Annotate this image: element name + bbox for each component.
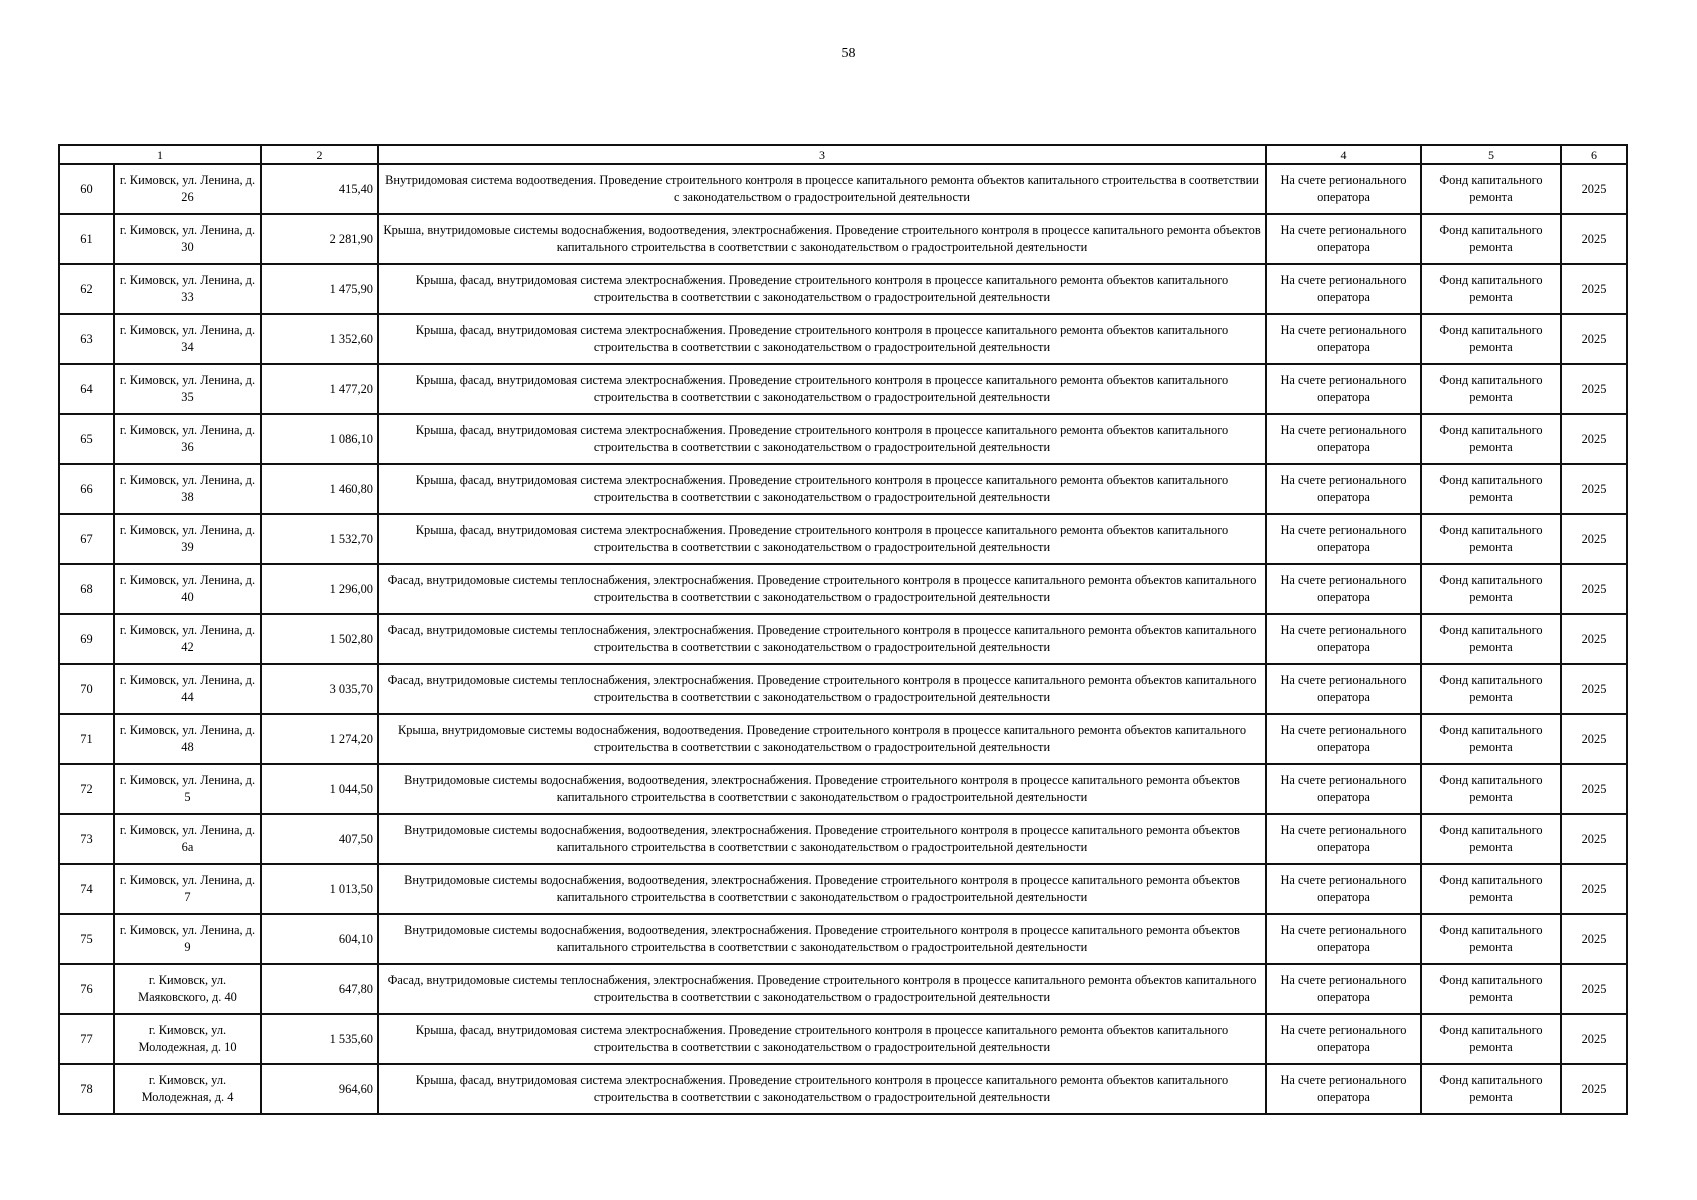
funding-source-cell: Фонд капитального ремонта (1421, 364, 1561, 414)
row-number: 69 (59, 614, 114, 664)
table-row (59, 914, 1627, 964)
row-number: 76 (59, 964, 114, 1014)
row-number: 71 (59, 714, 114, 764)
table-row (59, 564, 1627, 614)
account-cell: На счете регионального оператора (1266, 914, 1421, 964)
works-description-cell: Фасад, внутридомовые системы теплоснабжения, электроснабжения. Проведение строительного контроля в процессе капитального ремонта объектов капитального строительства в соответствии с законодательством о градостроительной деятельности (378, 664, 1266, 714)
works-description-cell: Крыша, фасад, внутридомовая система электроснабжения. Проведение строительного контроля в процессе капитального ремонта объектов капитального строительства в соответствии с законодательством о градостроительной деятельности (378, 364, 1266, 414)
area-cell: 3 035,70 (261, 664, 378, 714)
works-description-cell: Крыша, фасад, внутридомовая система электроснабжения. Проведение строительного контроля в процессе капитального ремонта объектов капитального строительства в соответствии с законодательством о градостроительной деятельности (378, 1064, 1266, 1114)
column-header-5: 5 (1421, 145, 1561, 164)
funding-source-cell: Фонд капитального ремонта (1421, 314, 1561, 364)
row-number: 65 (59, 414, 114, 464)
column-header-2: 2 (261, 145, 378, 164)
row-number: 70 (59, 664, 114, 714)
works-description-cell: Крыша, внутридомовые системы водоснабжения, водоотведения, электроснабжения. Проведение строительного контроля в процессе капитального ремонта объектов капитального строительства в соответствии с законодательством о градостроительной деятельности (378, 214, 1266, 264)
area-cell: 1 535,60 (261, 1014, 378, 1064)
year-cell: 2025 (1561, 614, 1627, 664)
row-number: 73 (59, 814, 114, 864)
works-description-cell: Внутридомовые системы водоснабжения, водоотведения, электроснабжения. Проведение строительного контроля в процессе капитального ремонта объектов капитального строительства в соответствии с законодательством о градостроительной деятельности (378, 864, 1266, 914)
area-cell: 1 477,20 (261, 364, 378, 414)
year-cell: 2025 (1561, 264, 1627, 314)
address-cell: г. Кимовск, ул. Ленина, д. 48 (114, 714, 261, 764)
row-number: 78 (59, 1064, 114, 1114)
year-cell: 2025 (1561, 814, 1627, 864)
funding-source-cell: Фонд капитального ремонта (1421, 1064, 1561, 1114)
funding-source-cell: Фонд капитального ремонта (1421, 914, 1561, 964)
table-row (59, 714, 1627, 764)
year-cell: 2025 (1561, 514, 1627, 564)
account-cell: На счете регионального оператора (1266, 714, 1421, 764)
account-cell: На счете регионального оператора (1266, 514, 1421, 564)
page-number: 58 (841, 46, 856, 61)
funding-source-cell: Фонд капитального ремонта (1421, 964, 1561, 1014)
area-cell: 1 086,10 (261, 414, 378, 464)
works-description-cell: Внутридомовые системы водоснабжения, водоотведения, электроснабжения. Проведение строительного контроля в процессе капитального ремонта объектов капитального строительства в соответствии с законодательством о градостроительной деятельности (378, 764, 1266, 814)
account-cell: На счете регионального оператора (1266, 964, 1421, 1014)
address-cell: г. Кимовск, ул. Маяковского, д. 40 (114, 964, 261, 1014)
works-description-cell: Внутридомовые системы водоснабжения, водоотведения, электроснабжения. Проведение строительного контроля в процессе капитального ремонта объектов капитального строительства в соответствии с законодательством о градостроительной деятельности (378, 914, 1266, 964)
table-row (59, 214, 1627, 264)
column-header-6: 6 (1561, 145, 1627, 164)
works-description-cell: Внутридомовые системы водоснабжения, водоотведения, электроснабжения. Проведение строительного контроля в процессе капитального ремонта объектов капитального строительства в соответствии с законодательством о градостроительной деятельности (378, 814, 1266, 864)
works-description-cell: Крыша, фасад, внутридомовая система электроснабжения. Проведение строительного контроля в процессе капитального ремонта объектов капитального строительства в соответствии с законодательством о градостроительной деятельности (378, 314, 1266, 364)
account-cell: На счете регионального оператора (1266, 1014, 1421, 1064)
funding-source-cell: Фонд капитального ремонта (1421, 164, 1561, 214)
address-cell: г. Кимовск, ул. Ленина, д. 7 (114, 864, 261, 914)
row-number: 74 (59, 864, 114, 914)
funding-source-cell: Фонд капитального ремонта (1421, 614, 1561, 664)
address-cell: г. Кимовск, ул. Ленина, д. 9 (114, 914, 261, 964)
table-row (59, 664, 1627, 714)
table-header-row (59, 145, 1627, 164)
address-cell: г. Кимовск, ул. Молодежная, д. 4 (114, 1064, 261, 1114)
works-description-cell: Крыша, фасад, внутридомовая система электроснабжения. Проведение строительного контроля в процессе капитального ремонта объектов капитального строительства в соответствии с законодательством о градостроительной деятельности (378, 514, 1266, 564)
works-description-cell: Фасад, внутридомовые системы теплоснабжения, электроснабжения. Проведение строительного контроля в процессе капитального ремонта объектов капитального строительства в соответствии с законодательством о градостроительной деятельности (378, 614, 1266, 664)
address-cell: г. Кимовск, ул. Ленина, д. 42 (114, 614, 261, 664)
table-row (59, 414, 1627, 464)
year-cell: 2025 (1561, 314, 1627, 364)
row-number: 72 (59, 764, 114, 814)
capital-repair-table (58, 144, 1628, 1115)
year-cell: 2025 (1561, 564, 1627, 614)
works-description-cell: Крыша, фасад, внутридомовая система электроснабжения. Проведение строительного контроля в процессе капитального ремонта объектов капитального строительства в соответствии с законодательством о градостроительной деятельности (378, 464, 1266, 514)
address-cell: г. Кимовск, ул. Ленина, д. 33 (114, 264, 261, 314)
year-cell: 2025 (1561, 164, 1627, 214)
account-cell: На счете регионального оператора (1266, 864, 1421, 914)
address-cell: г. Кимовск, ул. Ленина, д. 26 (114, 164, 261, 214)
funding-source-cell: Фонд капитального ремонта (1421, 514, 1561, 564)
year-cell: 2025 (1561, 914, 1627, 964)
column-header-4: 4 (1266, 145, 1421, 164)
area-cell: 1 532,70 (261, 514, 378, 564)
area-cell: 647,80 (261, 964, 378, 1014)
address-cell: г. Кимовск, ул. Ленина, д. 38 (114, 464, 261, 514)
address-cell: г. Кимовск, ул. Молодежная, д. 10 (114, 1014, 261, 1064)
column-header-1: 1 (59, 145, 261, 164)
table-row (59, 314, 1627, 364)
area-cell: 604,10 (261, 914, 378, 964)
area-cell: 415,40 (261, 164, 378, 214)
works-description-cell: Крыша, фасад, внутридомовая система электроснабжения. Проведение строительного контроля в процессе капитального ремонта объектов капитального строительства в соответствии с законодательством о градостроительной деятельности (378, 414, 1266, 464)
row-number: 66 (59, 464, 114, 514)
row-number: 61 (59, 214, 114, 264)
address-cell: г. Кимовск, ул. Ленина, д. 36 (114, 414, 261, 464)
year-cell: 2025 (1561, 464, 1627, 514)
address-cell: г. Кимовск, ул. Ленина, д. 44 (114, 664, 261, 714)
works-description-cell: Внутридомовая система водоотведения. Проведение строительного контроля в процессе капитального ремонта объектов капитального строительства в соответствии с законодательством о градостроительной деятельности (378, 164, 1266, 214)
year-cell: 2025 (1561, 1014, 1627, 1064)
funding-source-cell: Фонд капитального ремонта (1421, 764, 1561, 814)
area-cell: 407,50 (261, 814, 378, 864)
row-number: 63 (59, 314, 114, 364)
year-cell: 2025 (1561, 364, 1627, 414)
funding-source-cell: Фонд капитального ремонта (1421, 414, 1561, 464)
address-cell: г. Кимовск, ул. Ленина, д. 30 (114, 214, 261, 264)
table-row (59, 614, 1627, 664)
address-cell: г. Кимовск, ул. Ленина, д. 5 (114, 764, 261, 814)
year-cell: 2025 (1561, 764, 1627, 814)
account-cell: На счете регионального оператора (1266, 614, 1421, 664)
account-cell: На счете регионального оператора (1266, 764, 1421, 814)
works-description-cell: Фасад, внутридомовые системы теплоснабжения, электроснабжения. Проведение строительного контроля в процессе капитального ремонта объектов капитального строительства в соответствии с законодательством о градостроительной деятельности (378, 564, 1266, 614)
row-number: 64 (59, 364, 114, 414)
area-cell: 1 475,90 (261, 264, 378, 314)
row-number: 62 (59, 264, 114, 314)
year-cell: 2025 (1561, 664, 1627, 714)
area-cell: 1 013,50 (261, 864, 378, 914)
area-cell: 1 460,80 (261, 464, 378, 514)
works-description-cell: Крыша, фасад, внутридомовая система электроснабжения. Проведение строительного контроля в процессе капитального ремонта объектов капитального строительства в соответствии с законодательством о градостроительной деятельности (378, 264, 1266, 314)
funding-source-cell: Фонд капитального ремонта (1421, 464, 1561, 514)
table-row (59, 464, 1627, 514)
table-row (59, 1014, 1627, 1064)
year-cell: 2025 (1561, 864, 1627, 914)
works-description-cell: Крыша, внутридомовые системы водоснабжения, водоотведения. Проведение строительного контроля в процессе капитального ремонта объектов капитального строительства в соответствии с законодательством о градостроительной деятельности (378, 714, 1266, 764)
address-cell: г. Кимовск, ул. Ленина, д. 39 (114, 514, 261, 564)
table-row (59, 814, 1627, 864)
area-cell: 1 044,50 (261, 764, 378, 814)
area-cell: 964,60 (261, 1064, 378, 1114)
account-cell: На счете регионального оператора (1266, 564, 1421, 614)
row-number: 77 (59, 1014, 114, 1064)
area-cell: 1 296,00 (261, 564, 378, 614)
table-row (59, 1064, 1627, 1114)
funding-source-cell: Фонд капитального ремонта (1421, 1014, 1561, 1064)
address-cell: г. Кимовск, ул. Ленина, д. 34 (114, 314, 261, 364)
account-cell: На счете регионального оператора (1266, 164, 1421, 214)
account-cell: На счете регионального оператора (1266, 1064, 1421, 1114)
year-cell: 2025 (1561, 214, 1627, 264)
account-cell: На счете регионального оператора (1266, 664, 1421, 714)
row-number: 75 (59, 914, 114, 964)
table-row (59, 514, 1627, 564)
account-cell: На счете регионального оператора (1266, 814, 1421, 864)
address-cell: г. Кимовск, ул. Ленина, д. 6а (114, 814, 261, 864)
table-row (59, 864, 1627, 914)
address-cell: г. Кимовск, ул. Ленина, д. 35 (114, 364, 261, 414)
works-description-cell: Крыша, фасад, внутридомовая система электроснабжения. Проведение строительного контроля в процессе капитального ремонта объектов капитального строительства в соответствии с законодательством о градостроительной деятельности (378, 1014, 1266, 1064)
year-cell: 2025 (1561, 1064, 1627, 1114)
area-cell: 2 281,90 (261, 214, 378, 264)
funding-source-cell: Фонд капитального ремонта (1421, 664, 1561, 714)
area-cell: 1 274,20 (261, 714, 378, 764)
address-cell: г. Кимовск, ул. Ленина, д. 40 (114, 564, 261, 614)
row-number: 67 (59, 514, 114, 564)
funding-source-cell: Фонд капитального ремонта (1421, 714, 1561, 764)
works-description-cell: Фасад, внутридомовые системы теплоснабжения, электроснабжения. Проведение строительного контроля в процессе капитального ремонта объектов капитального строительства в соответствии с законодательством о градостроительной деятельности (378, 964, 1266, 1014)
table-row (59, 164, 1627, 214)
funding-source-cell: Фонд капитального ремонта (1421, 864, 1561, 914)
account-cell: На счете регионального оператора (1266, 464, 1421, 514)
account-cell: На счете регионального оператора (1266, 364, 1421, 414)
account-cell: На счете регионального оператора (1266, 414, 1421, 464)
year-cell: 2025 (1561, 414, 1627, 464)
year-cell: 2025 (1561, 714, 1627, 764)
account-cell: На счете регионального оператора (1266, 314, 1421, 364)
table-row (59, 264, 1627, 314)
table-row (59, 764, 1627, 814)
column-header-3: 3 (378, 145, 1266, 164)
area-cell: 1 352,60 (261, 314, 378, 364)
row-number: 60 (59, 164, 114, 214)
area-cell: 1 502,80 (261, 614, 378, 664)
funding-source-cell: Фонд капитального ремонта (1421, 564, 1561, 614)
table-row (59, 364, 1627, 414)
funding-source-cell: Фонд капитального ремонта (1421, 264, 1561, 314)
table-body (59, 164, 1627, 1114)
table-row (59, 964, 1627, 1014)
row-number: 68 (59, 564, 114, 614)
funding-source-cell: Фонд капитального ремонта (1421, 814, 1561, 864)
funding-source-cell: Фонд капитального ремонта (1421, 214, 1561, 264)
year-cell: 2025 (1561, 964, 1627, 1014)
account-cell: На счете регионального оператора (1266, 214, 1421, 264)
account-cell: На счете регионального оператора (1266, 264, 1421, 314)
